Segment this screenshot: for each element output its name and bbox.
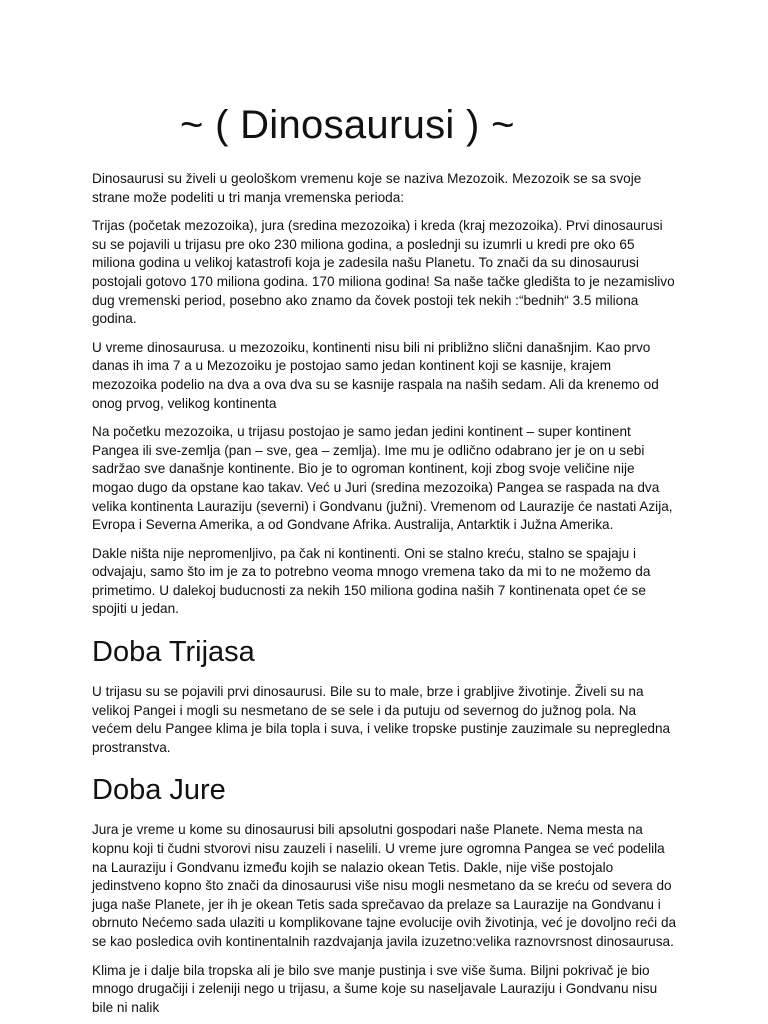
heading-doba-trijasa: Doba Trijasa bbox=[92, 636, 255, 669]
heading-doba-jure: Doba Jure bbox=[92, 774, 226, 807]
document-title: ~ ( Dinosaurusi ) ~ bbox=[180, 103, 515, 147]
paragraph-intro-2: Trijas (početak mezozoika), jura (sredina mezozoika) i kreda (kraj mezozoika). Prvi dinosaurusi su se pojavili u trijasu pre oko 230 miliona godina, a poslednji su izumrli u kredi pre oko 65 miliona godina u velikoj katastrofi koja je zadesila našu Planetu. To znači da su dinosaurusi postojali gotovo 170 miliona godina. 170 miliona godina! Sa naše tačke gledišta to je nezamislivo dug vremenski period, posebno ako znamo da čovek postoji tek nekih :“bednih“ 3.5 miliona godina. bbox=[92, 218, 675, 327]
paragraph-intro-3: U vreme dinosaurusa. u mezozoiku, kontinenti nisu bili ni približno slični današnjim. Kao prvo danas ih ima 7 a u Mezozoiku je postojao samo jedan kontinent koji se kasnije, krajem mezozoika podelio na dva a ova dva su se kasnije raspala na naših sedam. Ali da krenemo od onog prvog, velikog kontinenta bbox=[92, 339, 659, 411]
paragraph-jura-2: Klima je i dalje bila tropska ali je bilo sve manje pustinja i sve više šuma. Biljni pokrivač je bio mnogo drugačiji i zeleniji nego u trijasu, a šume koje su naseljavale Lauraziju i Gondvanu nisu bile ni nalik bbox=[92, 962, 658, 1015]
paragraph-intro-1: Dinosaurusi su živeli u geološkom vremenu koje se naziva Mezozoik. Mezozoik se sa svoje strane može podeliti u tri manja vremenska perioda: bbox=[92, 171, 642, 205]
paragraph-trijas: U trijasu su se pojavili prvi dinosaurusi. Bile su to male, brze i grabljive životinje. Živeli su na velikoj Pangei i mogli su nesmetano de se sele i da putuju od severnog do južnog pola. Na većem delu Pangee klima je bila topla i suva, i velike tropske pustinje zauzimale su nepregledna prostranstva. bbox=[92, 684, 671, 755]
paragraph-intro-4: Na početku mezozoika, u trijasu postojao je samo jedan jedini kontinent – super kontinent Pangea ili sve-zemlja (pan – sve, gea – zemlja). Ime mu je odlično odabrano jer je on u sebi sadržao sve današnje kontinente. Bio je to ogroman kontinent, koji zbog svoje veličine nije mogao dugo da opstane kao takav. Već u Juri (sredina mezozoika) Pangea se raspada na dva velika kontinenta Lauraziju (severni) i Gondvanu (južni). Vremenom od Laurazije će nastati Azija, Evropa i Severna Amerika, a od Gondvane Afrika. Australija, Antarktik i Južna Amerika. bbox=[92, 424, 673, 533]
paragraph-intro-5: Dakle ništa nije nepromenljivo, pa čak ni kontinenti. Oni se stalno kreću, stalno se spajaju i odvajaju, samo što im je za to potrebno veoma mnogo vremena tako da mi to ne možemo da primetimo. U dalekoj buducnosti za nekih 150 miliona godina naših 7 kontinenata opet će se spojiti u jedan. bbox=[92, 545, 651, 617]
paragraph-jura-1: Jura je vreme u kome su dinosaurusi bili apsolutni gospodari naše Planete. Nema mesta na kopnu koji ti čudni stvorovi nisu zauzeli i naselili. U vreme jure ogromna Pangea se već podelila na Lauraziju i Gondvanu između kojih se nalazio okean Tetis. Dakle, nije više postojalo jedinstveno kopno što znači da dinosaurusi više nisu mogli nesmetano da se kreću od severa do juga naše Planete, jer ih je okean Tetis sada sprečavao da prelaze sa Laurazije na Gondvanu i obrnuto Nećemo sada ulaziti u komplikovane tajne evolucije ovih životinja, već je dovoljno reći da se kao posledica ovih kontinentalnih razdvajanja javila izuzetno:velika raznovrsnost dinosaurusa. bbox=[92, 822, 677, 949]
document-page bbox=[92, 0, 678, 1017]
